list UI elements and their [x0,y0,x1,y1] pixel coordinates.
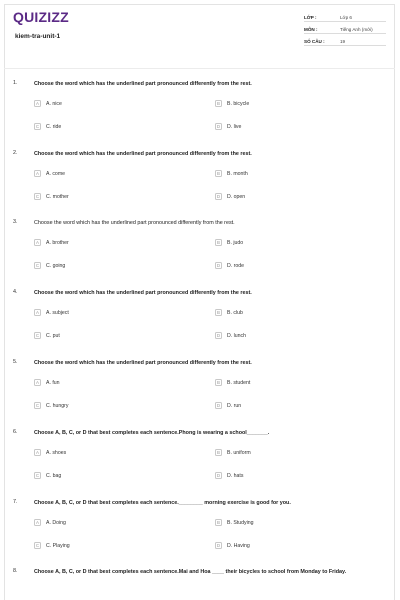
option-text: A. subject [46,309,69,316]
option-d[interactable] [215,262,244,269]
option-letter-box: B [215,100,222,107]
option-c[interactable] [34,123,61,130]
option-b[interactable] [215,449,251,456]
option-a[interactable] [34,239,69,246]
header-divider [4,68,395,69]
info-row-question-count [304,37,386,46]
option-letter-box: D [216,263,221,268]
option-letter-box: D [216,333,221,338]
option-letter-box: C [35,124,40,129]
question-number: 6. [13,429,18,435]
option-text: C. mother [46,193,69,200]
option-letter-box: C [35,333,40,338]
question-text: Choose A, B, C, or D that best completes each sentence.Mai and Hoa ____ their bicycles to school from Monday to Friday. [34,569,347,575]
info-label: LỚP : [304,14,317,20]
info-label: MÔN : [304,26,318,32]
worksheet-info [304,13,386,49]
question-number: 5. [13,359,18,365]
option-d[interactable] [215,123,241,130]
question-text: Choose the word which has the underlined part pronounced differently from the rest. [34,81,252,87]
option-b[interactable] [215,170,248,177]
option-text: A. Doing [46,519,66,526]
option-letter-box: B [215,519,222,526]
option-text: B. month [227,170,248,177]
option-letter-box: A [34,170,41,177]
option-letter-box: B [215,170,222,177]
info-label: SỐ CÂU : [304,38,325,44]
option-text: A. nice [46,100,62,107]
option-c[interactable] [34,332,60,339]
option-text: D. lunch [227,332,247,339]
worksheet-title: kiem-tra-unit-1 [15,33,61,40]
option-text: A. brother [46,239,69,246]
info-row-subject [304,25,386,34]
option-text: B. judo [227,239,244,246]
option-letter-box: B [215,309,222,316]
option-d[interactable] [215,402,241,409]
option-a[interactable] [34,519,66,526]
option-d[interactable] [215,193,245,200]
option-letter-box: A [34,309,41,316]
option-text: B. Studying [227,519,254,526]
option-d[interactable] [215,472,243,479]
option-c[interactable] [34,193,69,200]
question-number: 4. [13,289,18,295]
question-number: 1. [13,80,18,86]
quizizz-logo: QUIZIZZ [13,9,69,25]
option-text: B. club [227,309,243,316]
option-c[interactable] [34,402,69,409]
option-text: C. hungry [46,402,69,409]
option-letter-box: D [216,124,221,129]
option-c[interactable] [34,262,65,269]
option-a[interactable] [34,170,65,177]
question-text: Choose the word which has the underlined part pronounced differently from the rest. [34,290,252,296]
option-text: D. run [227,402,242,409]
option-letter-box: A [34,379,41,386]
option-a[interactable] [34,100,62,107]
option-text: A. fun [46,379,60,386]
option-a[interactable] [34,379,60,386]
option-letter-box: B [215,379,222,386]
option-b[interactable] [215,309,243,316]
option-a[interactable] [34,309,69,316]
info-row-class [304,13,386,22]
option-text: C. put [46,332,60,339]
option-letter-box: A [34,519,41,526]
info-value: Tiếng Anh (mới) [340,26,373,32]
option-text: D. rode [227,262,245,269]
question-number: 7. [13,499,18,505]
option-letter-box: D [216,194,221,199]
question-text: Choose the word which has the underlined part pronounced differently from the rest. [34,220,235,226]
option-text: B. bicycle [227,100,250,107]
option-letter-box: C [35,543,40,548]
worksheet-page [4,4,395,600]
option-letter-box: D [216,543,221,548]
question-number: 3. [13,219,18,225]
question-text: Choose the word which has the underlined part pronounced differently from the rest. [34,360,252,366]
question-number: 8. [13,568,18,574]
option-letter-box: B [215,449,222,456]
option-text: A. come [46,170,66,177]
option-b[interactable] [215,519,254,526]
option-c[interactable] [34,542,70,549]
option-c[interactable] [34,472,61,479]
question-text: Choose the word which has the underlined part pronounced differently from the rest. [34,151,252,157]
option-letter-box: C [35,473,40,478]
option-b[interactable] [215,100,249,107]
option-letter-box: A [34,100,41,107]
option-letter-box: B [215,239,222,246]
option-text: C. going [46,262,66,269]
option-text: D. open [227,193,246,200]
option-text: B. student [227,379,251,386]
option-text: D. Having [227,542,250,549]
option-text: A. shoes [46,449,67,456]
option-letter-box: A [34,239,41,246]
option-b[interactable] [215,379,250,386]
option-b[interactable] [215,239,243,246]
option-text: B. uniform [227,449,251,456]
question-text: Choose A, B, C, or D that best completes each sentence.Phong is wearing a school_______. [34,430,270,436]
option-letter-box: C [35,194,40,199]
option-text: C. ride [46,123,62,130]
option-letter-box: D [216,403,221,408]
option-a[interactable] [34,449,66,456]
option-text: D. hats [227,472,244,479]
option-d[interactable] [215,332,246,339]
question-number: 2. [13,150,18,156]
option-d[interactable] [215,542,250,549]
option-text: C. bag [46,472,62,479]
option-text: C. Playing [46,542,70,549]
info-value: Lớp 6 [340,14,352,20]
option-text: D. live [227,123,242,130]
option-letter-box: C [35,263,40,268]
question-text: Choose A, B, C, or D that best completes each sentence.________ morning exercise is good for you. [34,500,291,506]
option-letter-box: D [216,473,221,478]
info-value: 19 [340,38,346,44]
option-letter-box: C [35,403,40,408]
option-letter-box: A [34,449,41,456]
